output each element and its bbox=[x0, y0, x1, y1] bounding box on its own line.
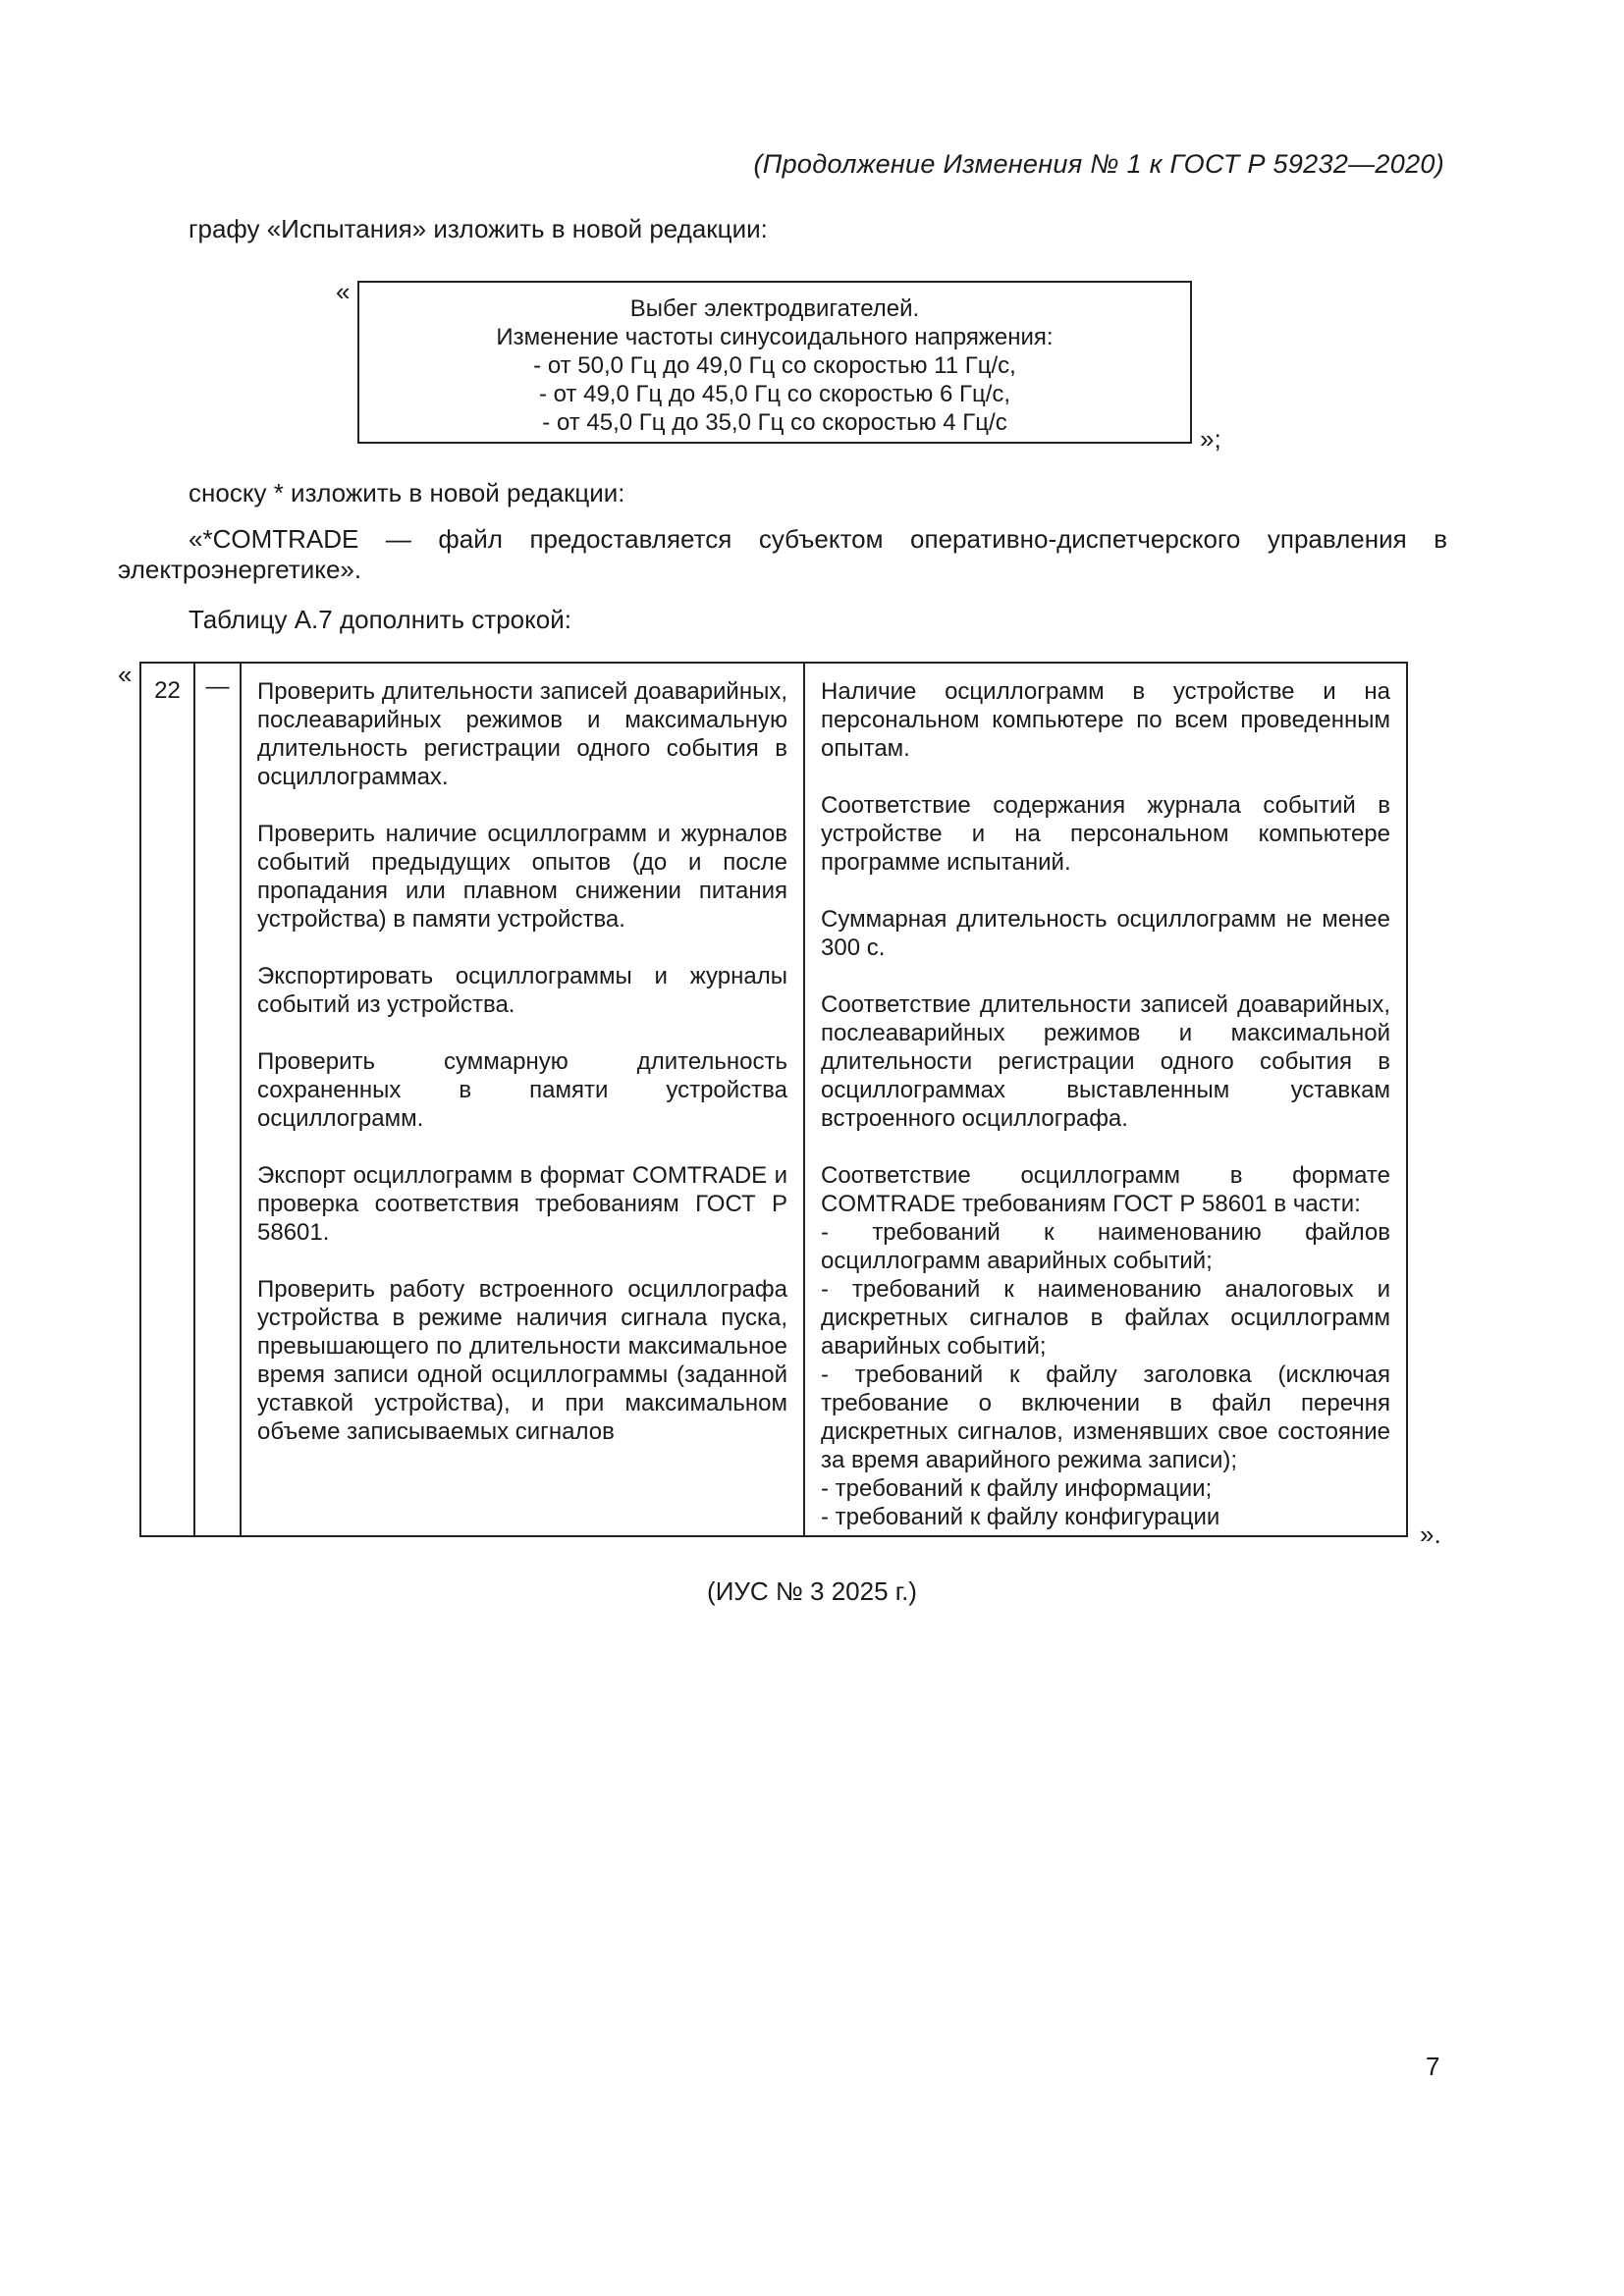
cell-procedures bbox=[242, 664, 805, 1535]
box-line: Изменение частоты синусоидального напряжения: bbox=[496, 324, 1054, 350]
criteria-item: Наличие осциллограмм в устройстве и на персональном компьютере по всем проведенным опытам. bbox=[821, 678, 1390, 762]
tests-box bbox=[357, 281, 1192, 444]
criteria-list-item: - требований к файлу конфигурации bbox=[821, 1504, 1220, 1530]
table-a7-row bbox=[139, 662, 1408, 1537]
procedure-item: Проверить наличие осциллограмм и журналов событий предыдущих опытов (до и после пропадания или плавном снижении питания устройства) в памяти устройства. bbox=[257, 821, 787, 933]
criteria-list-item: - требований к наименованию файлов осциллограмм аварийных событий; bbox=[821, 1219, 1390, 1274]
criteria-item: Соответствие содержания журнала событий в устройстве и на персональном компьютере программе испытаний. bbox=[821, 792, 1390, 876]
procedure-item: Проверить суммарную длительность сохраненных в памяти устройства осциллограмм. bbox=[257, 1048, 787, 1132]
criteria-item: Суммарная длительность осциллограмм не менее 300 с. bbox=[821, 906, 1390, 961]
cell-criteria bbox=[805, 664, 1406, 1535]
cell-number bbox=[141, 664, 195, 1535]
box-line: - от 45,0 Гц до 35,0 Гц со скоростью 4 Гц/с bbox=[542, 409, 1007, 436]
table-open-quote: « bbox=[118, 660, 133, 689]
criteria-list-item: - требований к файлу информации; bbox=[821, 1475, 1213, 1502]
footnote-line-2: электроэнергетике». bbox=[118, 555, 362, 584]
procedure-item: Экспортировать осциллограммы и журналы событий из устройства. bbox=[257, 963, 787, 1018]
box-line: - от 49,0 Гц до 45,0 Гц со скоростью 6 Гц/с, bbox=[538, 381, 1011, 407]
page-number: 7 bbox=[1426, 2052, 1440, 2081]
procedure-item: Проверить длительности записей доаварийных, послеаварийных режимов и максимальную длительность регистрации одного события в осциллограммах. bbox=[257, 678, 787, 790]
criteria-list-item: - требований к наименованию аналоговых и дискретных сигналов в файлах осциллограмм аварийных событий; bbox=[821, 1276, 1390, 1360]
criteria-comtrade-intro: Соответствие осциллограмм в формате COMTRADE требованиям ГОСТ Р 58601 в части: bbox=[821, 1162, 1390, 1217]
cell-dash bbox=[195, 664, 242, 1535]
box-close-quote: »; bbox=[1200, 424, 1221, 454]
criteria-item: Соответствие длительности записей доаварийных, послеаварийных режимов и максимальной длительности регистрации одного события в осциллограммах выставленным уставкам встроенного осциллографа. bbox=[821, 991, 1390, 1132]
footnote-line-1: «*COMTRADE — файл предоставляется субъектом оперативно-диспетчерского управления в bbox=[189, 524, 1447, 554]
table-close-quote: ». bbox=[1420, 1520, 1441, 1549]
page-header-continuation: (Продолжение Изменения № 1 к ГОСТ Р 59232—2020) bbox=[753, 149, 1444, 179]
criteria-list-item: - требований к файлу заголовка (исключая требование о включении в файл перечня дискретных сигналов, изменявших свое состояние за время аварийного режима записи); bbox=[821, 1362, 1390, 1473]
intro-paragraph-2: сноску * изложить в новой редакции: bbox=[189, 478, 625, 507]
criteria-item-comtrade bbox=[821, 1161, 1390, 1531]
ius-reference: (ИУС № 3 2025 г.) bbox=[707, 1576, 917, 1606]
box-open-quote: « bbox=[336, 277, 351, 306]
procedure-item: Проверить работу встроенного осциллографа устройства в режиме наличия сигнала пуска, превышающего по длительности максимальное время записи одной осциллограммы (заданной уставкой устройства), и при максимальном объеме записываемых сигналов bbox=[257, 1276, 787, 1445]
box-line: Выбег электродвигателей. bbox=[629, 295, 920, 322]
row-number: 22 bbox=[154, 677, 181, 704]
row-dash: — bbox=[205, 673, 230, 700]
intro-paragraph-1: графу «Испытания» изложить в новой редакции: bbox=[189, 214, 768, 243]
intro-paragraph-3: Таблицу А.7 дополнить строкой: bbox=[189, 605, 571, 634]
procedure-item: Экспорт осциллограмм в формат COMTRADE и проверка соответствия требованиям ГОСТ Р 58601. bbox=[257, 1162, 787, 1246]
box-line: - от 50,0 Гц до 49,0 Гц со скоростью 11 Гц/с, bbox=[533, 352, 1016, 379]
